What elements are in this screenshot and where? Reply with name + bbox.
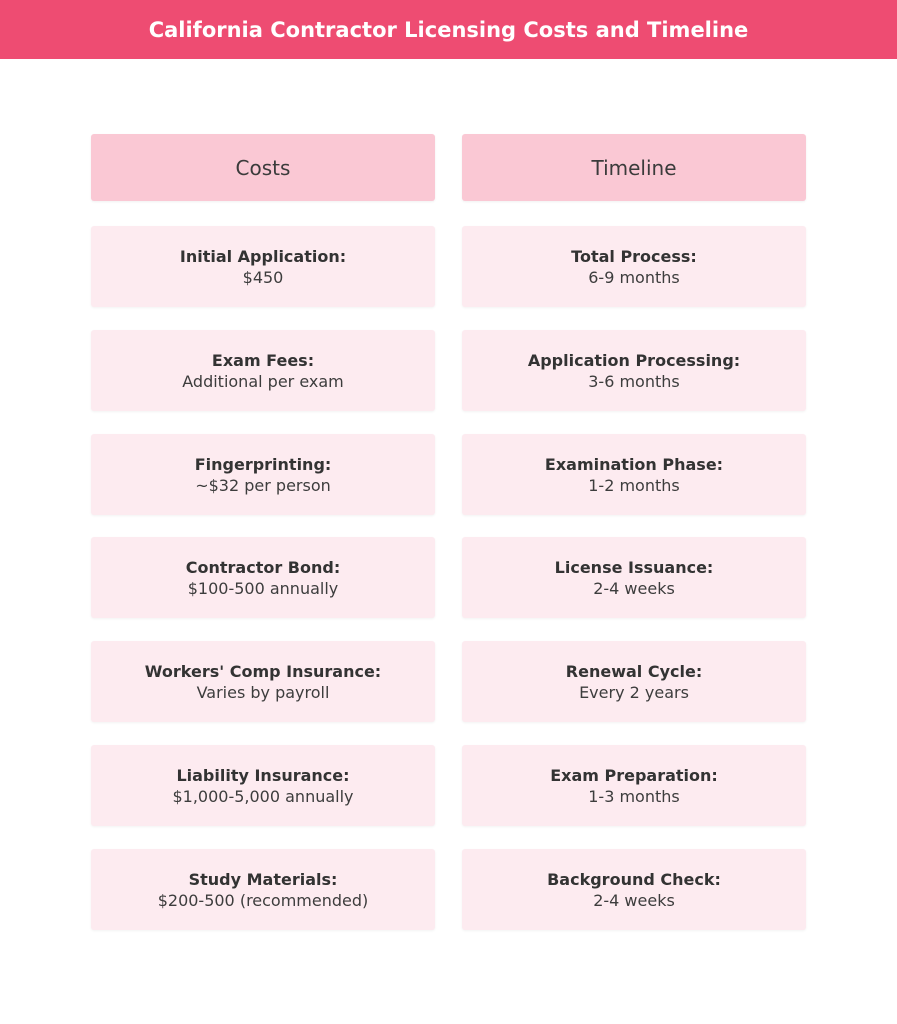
cost-card-fingerprinting xyxy=(91,434,435,515)
card-value: ~$32 per person xyxy=(195,475,331,495)
card-value: Every 2 years xyxy=(579,682,689,702)
timeline-card-total-process xyxy=(462,226,806,307)
card-label: Background Check: xyxy=(547,869,721,889)
card-label: Examination Phase: xyxy=(544,454,724,474)
cost-card-initial-application xyxy=(91,226,435,307)
card-label: Exam Fees: xyxy=(211,350,315,370)
card-value: 2-4 weeks xyxy=(593,890,675,910)
card-value: $450 xyxy=(242,267,284,287)
card-value: 1-3 months xyxy=(588,786,680,806)
card-value: 1-2 months xyxy=(588,475,680,495)
cost-card-workers-comp xyxy=(91,641,435,722)
card-label: Study Materials: xyxy=(188,869,338,889)
timeline-card-exam-preparation xyxy=(462,745,806,826)
timeline-card-background-check xyxy=(462,849,806,930)
page-title: California Contractor Licensing Costs and Timeline xyxy=(148,17,749,42)
timeline-card-license-issuance xyxy=(462,537,806,618)
card-label: Initial Application: xyxy=(179,246,347,266)
cost-card-study-materials xyxy=(91,849,435,930)
timeline-card-application-processing xyxy=(462,330,806,411)
cost-card-liability-insurance xyxy=(91,745,435,826)
card-value: $200-500 (recommended) xyxy=(157,890,369,910)
card-label: Liability Insurance: xyxy=(176,765,350,785)
card-value: $1,000-5,000 annually xyxy=(172,786,354,806)
card-value: 2-4 weeks xyxy=(593,578,675,598)
card-value: Varies by payroll xyxy=(196,682,330,702)
card-label: License Issuance: xyxy=(554,557,714,577)
card-label: Total Process: xyxy=(571,246,697,266)
costs-header-label: Costs xyxy=(235,155,291,180)
timeline-card-examination-phase xyxy=(462,434,806,515)
card-label: Exam Preparation: xyxy=(550,765,718,785)
card-label: Workers' Comp Insurance: xyxy=(144,661,382,681)
card-value: $100-500 annually xyxy=(187,578,339,598)
timeline-header xyxy=(462,134,806,201)
card-label: Renewal Cycle: xyxy=(565,661,703,681)
card-label: Fingerprinting: xyxy=(194,454,332,474)
timeline-header-label: Timeline xyxy=(591,155,677,180)
timeline-column xyxy=(462,134,806,910)
costs-column xyxy=(91,134,435,910)
title-banner xyxy=(0,0,897,59)
card-label: Contractor Bond: xyxy=(185,557,341,577)
costs-header xyxy=(91,134,435,201)
timeline-card-renewal-cycle xyxy=(462,641,806,722)
cost-card-exam-fees xyxy=(91,330,435,411)
card-label: Application Processing: xyxy=(527,350,741,370)
cost-card-contractor-bond xyxy=(91,537,435,618)
card-value: 6-9 months xyxy=(588,267,680,287)
card-value: Additional per exam xyxy=(182,371,344,391)
card-value: 3-6 months xyxy=(588,371,680,391)
